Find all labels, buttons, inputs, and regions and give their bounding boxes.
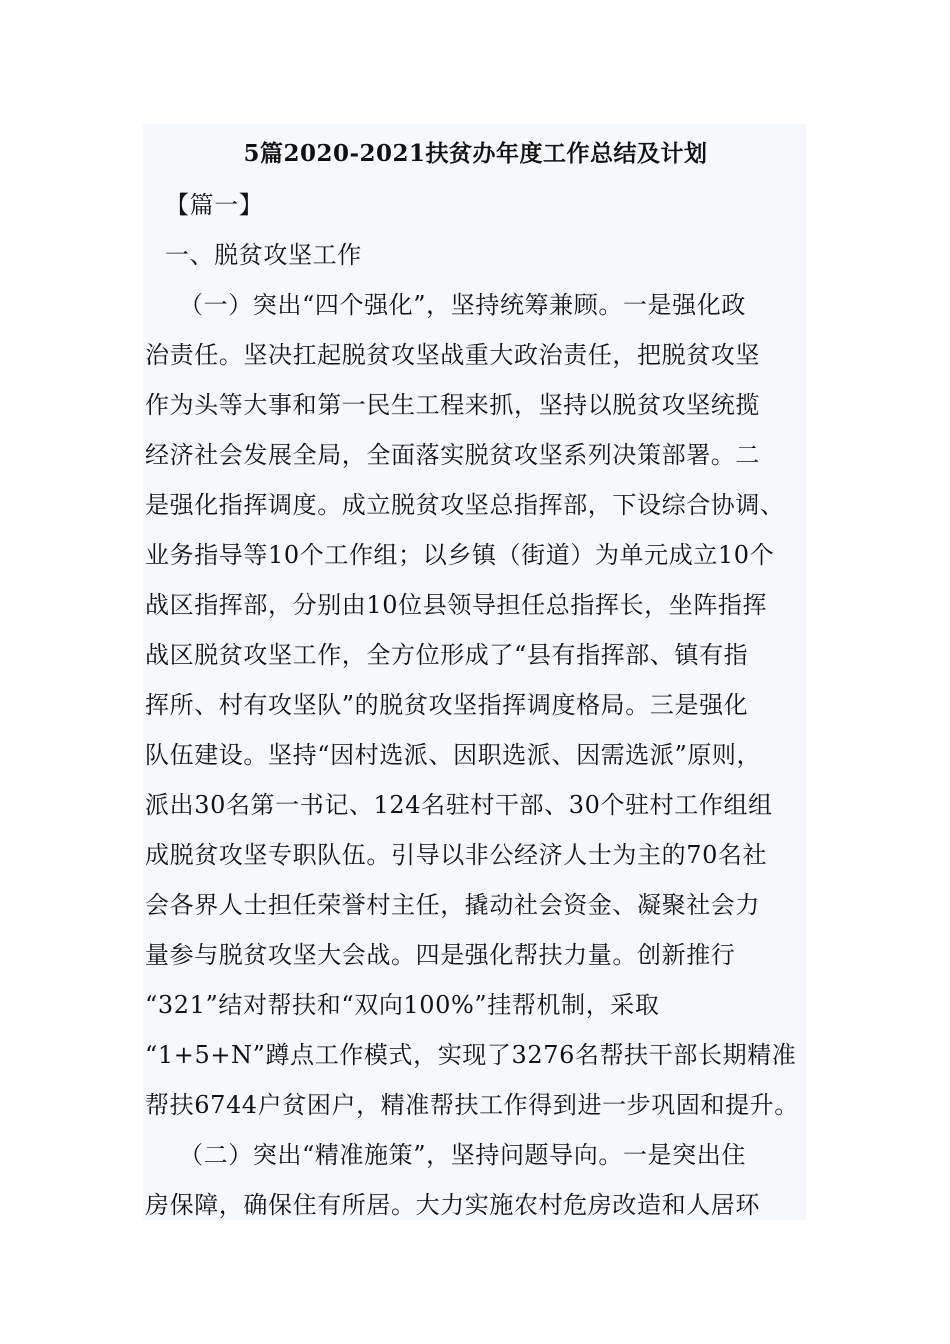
paragraph-line: 挥所、村有攻坚队”的脱贫攻坚指挥调度格局。三是强化	[145, 691, 749, 719]
document-title: 5篇2020-2021扶贫办年度工作总结及计划	[243, 140, 708, 167]
paragraph-line: 作为头等大事和第一民生工程来抓，坚持以脱贫攻坚统揽	[145, 391, 760, 419]
paragraph-line: 房保障，确保住有所居。大力实施农村危房改造和人居环	[145, 1191, 760, 1219]
paragraph-line: 战区脱贫攻坚工作，全方位形成了“县有指挥部、镇有指	[145, 641, 749, 669]
paragraph-line: 会各界人士担任荣誉村主任，撬动社会资金、凝聚社会力	[145, 891, 760, 919]
paragraph-line: 成脱贫攻坚专职队伍。引导以非公经济人士为主的70名社	[145, 841, 768, 869]
section-marker: 【篇一】	[165, 191, 264, 219]
paragraph-line: 经济社会发展全局，全面落实脱贫攻坚系列决策部署。二	[145, 441, 760, 469]
paragraph-line: 战区指挥部，分别由10位县领导担任总指挥长，坐阵指挥	[145, 591, 768, 619]
paragraph-line: 队伍建设。坚持“因村选派、因职选派、因需选派”原则，	[145, 741, 762, 769]
paragraph-line: （二）突出“精准施策”，坚持问题导向。一是突出住	[179, 1141, 746, 1169]
paragraph-line: 量参与脱贫攻坚大会战。四是强化帮扶力量。创新推行	[145, 941, 736, 969]
paragraph-line: 是强化指挥调度。成立脱贫攻坚总指挥部，下设综合协调、	[145, 491, 785, 519]
paragraph-2	[145, 1130, 806, 1230]
paragraph-1	[145, 280, 806, 1130]
paragraph-line: 业务指导等10个工作组；以乡镇（街道）为单元成立10个	[145, 541, 775, 569]
document-body	[143, 124, 806, 1220]
paragraph-line: “1+5+N”蹲点工作模式，实现了3276名帮扶干部长期精准	[145, 1041, 797, 1069]
paragraph-line: 治责任。坚决扛起脱贫攻坚战重大政治责任，把脱贫攻坚	[145, 341, 760, 369]
paragraph-line: 帮扶6744户贫困户，精准帮扶工作得到进一步巩固和提升。	[145, 1091, 799, 1119]
section-heading: 一、脱贫攻坚工作	[165, 241, 362, 269]
paragraph-line: （一）突出“四个强化”，坚持统筹兼顾。一是强化政	[179, 291, 746, 319]
paragraph-line: “321”结对帮扶和“双向100%”挂帮机制，采取	[145, 991, 660, 1019]
paragraph-line: 派出30名第一书记、124名驻村干部、30个驻村工作组组	[145, 791, 773, 819]
